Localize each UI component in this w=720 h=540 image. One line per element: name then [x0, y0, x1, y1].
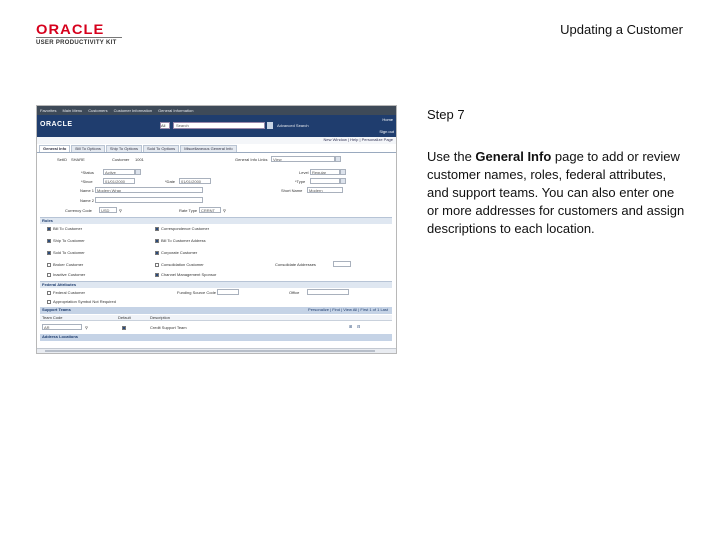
currency-input[interactable]: USD [99, 207, 117, 213]
channel-sponsor-checkbox[interactable] [155, 273, 159, 277]
corporate-checkbox[interactable] [155, 251, 159, 255]
since-input[interactable]: 01/01/2000 [103, 178, 135, 184]
search-input[interactable]: Search [173, 122, 265, 129]
office-input[interactable] [307, 289, 349, 295]
role-bill-to-address: Bill To Customer Address [161, 238, 206, 243]
application-screenshot [36, 105, 397, 354]
tab-general-info[interactable]: General Info [39, 145, 70, 152]
since-label: *Since [81, 179, 93, 184]
step-label: Step 7 [427, 107, 465, 122]
role-ship-to: Ship To Customer [53, 238, 85, 243]
address-locations-header: Address Locations [40, 334, 392, 341]
role-consolidation: Consolidation Customer [161, 262, 204, 267]
home-link[interactable]: Home [382, 117, 393, 122]
scrollbar-thumb[interactable] [45, 350, 375, 352]
support-teams-header [40, 307, 392, 314]
instructions-body: page to add or review customer names, roles, federal attributes, and support teams. You can also enter one or more addresses for customers and assign descriptions to each location. [427, 149, 685, 236]
role-corporate: Corporate Customer [161, 250, 198, 255]
type-label: *Type [295, 179, 306, 184]
customer-value: 1001 [135, 157, 144, 162]
short-name-label: Short Name [281, 188, 303, 193]
nav-main-menu[interactable]: Main Menu [62, 108, 83, 113]
general-info-links-label: General Info Links [235, 157, 268, 162]
level-dropdown-icon[interactable] [340, 169, 346, 175]
correspondence-checkbox[interactable] [155, 227, 159, 231]
broker-checkbox[interactable] [47, 263, 51, 267]
customer-label: Customer [112, 157, 130, 162]
level-select[interactable]: Regular [310, 169, 340, 175]
consolidation-checkbox[interactable] [155, 263, 159, 267]
logo-subtitle: USER PRODUCTIVITY KIT [36, 40, 117, 46]
bill-to-checkbox[interactable] [47, 227, 51, 231]
nav-customers[interactable]: Customers [88, 108, 108, 113]
logo-rule [36, 37, 122, 38]
funding-source-input[interactable] [217, 289, 239, 295]
role-channel-sponsor: Channel Management Sponsor [161, 272, 217, 277]
support-teams-columns [40, 315, 392, 321]
col-description: Description [150, 315, 171, 320]
utility-links[interactable]: New Window | Help | Personalize Page [37, 137, 396, 144]
level-label: Level [299, 170, 309, 175]
rate-type-label: Rate Type [179, 208, 198, 213]
app-brand-bar [37, 115, 396, 137]
team-code-lookup-icon[interactable]: ⚲ [85, 325, 88, 330]
date-input[interactable]: 01/01/2000 [179, 178, 211, 184]
bill-to-address-checkbox[interactable] [155, 239, 159, 243]
setid-value: SHARE [71, 157, 85, 162]
page-tabs [37, 144, 396, 153]
sign-out-link[interactable]: Sign out [379, 129, 394, 134]
consolidate-addresses-label: Consolidate Addresses [275, 262, 316, 267]
app-nav-bar [37, 106, 396, 115]
inactive-checkbox[interactable] [47, 273, 51, 277]
office-label: Office [289, 290, 300, 295]
col-team-code: Team Code [42, 315, 63, 320]
search-scope-select[interactable]: All [160, 122, 170, 129]
funding-source-label: Funding Source Code [177, 290, 216, 295]
nav-favorites[interactable]: Favorites [40, 108, 57, 113]
status-select[interactable]: Active [103, 169, 135, 175]
nav-customer-information[interactable]: Customer Information [113, 108, 153, 113]
currency-lookup-icon[interactable]: ⚲ [119, 208, 122, 213]
add-row-icon[interactable]: ⊞ [349, 324, 353, 329]
name2-label: Name 2 [80, 198, 95, 203]
general-info-form [37, 154, 396, 353]
status-dropdown-icon[interactable] [135, 169, 141, 175]
sold-to-checkbox[interactable] [47, 251, 51, 255]
federal-customer-label: Federal Customer [53, 290, 86, 295]
links-dropdown-icon[interactable] [335, 156, 341, 162]
col-default: Default [118, 315, 131, 320]
currency-label: Currency Code [65, 208, 92, 213]
rate-type-input[interactable]: CRRNT [199, 207, 221, 213]
horizontal-scrollbar[interactable] [37, 348, 396, 353]
search-go-button[interactable] [267, 122, 273, 129]
short-name-input[interactable]: Modern [307, 187, 343, 193]
logo-wordmark: ORACLE [36, 21, 105, 37]
role-bill-to: Bill To Customer [53, 226, 83, 231]
role-sold-to: Sold To Customer [53, 250, 85, 255]
default-team-checkbox[interactable] [122, 326, 126, 330]
appropriation-checkbox[interactable] [47, 300, 51, 304]
step-instructions [427, 148, 689, 238]
type-dropdown-icon[interactable] [340, 178, 346, 184]
ship-to-checkbox[interactable] [47, 239, 51, 243]
name1-label: Name 1 [80, 188, 95, 193]
federal-customer-checkbox[interactable] [47, 291, 51, 295]
type-select[interactable] [310, 178, 340, 184]
team-code-input[interactable]: AR [42, 324, 82, 330]
general-info-links-select[interactable]: View [271, 156, 335, 162]
tab-bill-to-options[interactable]: Bill To Options [71, 145, 105, 152]
app-brand-logo: ORACLE [40, 121, 73, 128]
support-teams-title: Support Teams [42, 307, 71, 312]
advanced-search-link[interactable]: Advanced Search [277, 123, 309, 128]
oracle-upk-logo [36, 22, 126, 48]
name1-input[interactable]: Modern Wrap [95, 187, 203, 193]
team-description: Credit Support Team [150, 325, 187, 330]
status-label: *Status [81, 170, 94, 175]
tab-sold-to-options[interactable]: Sold To Options [143, 145, 179, 152]
nav-general-information[interactable]: General Information [158, 108, 194, 113]
appropriation-label: Appropriation Symbol Not Required [53, 299, 116, 304]
delete-row-icon[interactable]: ⊟ [357, 324, 361, 329]
tab-misc-general-info[interactable]: Miscellaneous General Info [180, 145, 236, 152]
role-broker: Broker Customer [53, 262, 84, 267]
support-grid-nav[interactable]: Personalize | Find | View All | First 1 of 1 Last [308, 307, 388, 312]
instructions-intro: Use the [427, 149, 476, 164]
instructions-page-name: General Info [475, 149, 552, 164]
name2-input[interactable] [95, 197, 203, 203]
role-inactive: Inactive Customer [53, 272, 86, 277]
date-label: *Date [165, 179, 176, 184]
role-correspondence: Correspondence Customer [161, 226, 210, 231]
consolidate-addresses-input[interactable] [333, 261, 351, 267]
slide-title: Updating a Customer [560, 22, 683, 37]
federal-section-header: Federal Attributes [40, 281, 392, 288]
setid-label: SetID [57, 157, 68, 162]
rate-type-lookup-icon[interactable]: ⚲ [223, 208, 226, 213]
roles-section-header: Roles [40, 217, 392, 224]
tab-ship-to-options[interactable]: Ship To Options [106, 145, 142, 152]
